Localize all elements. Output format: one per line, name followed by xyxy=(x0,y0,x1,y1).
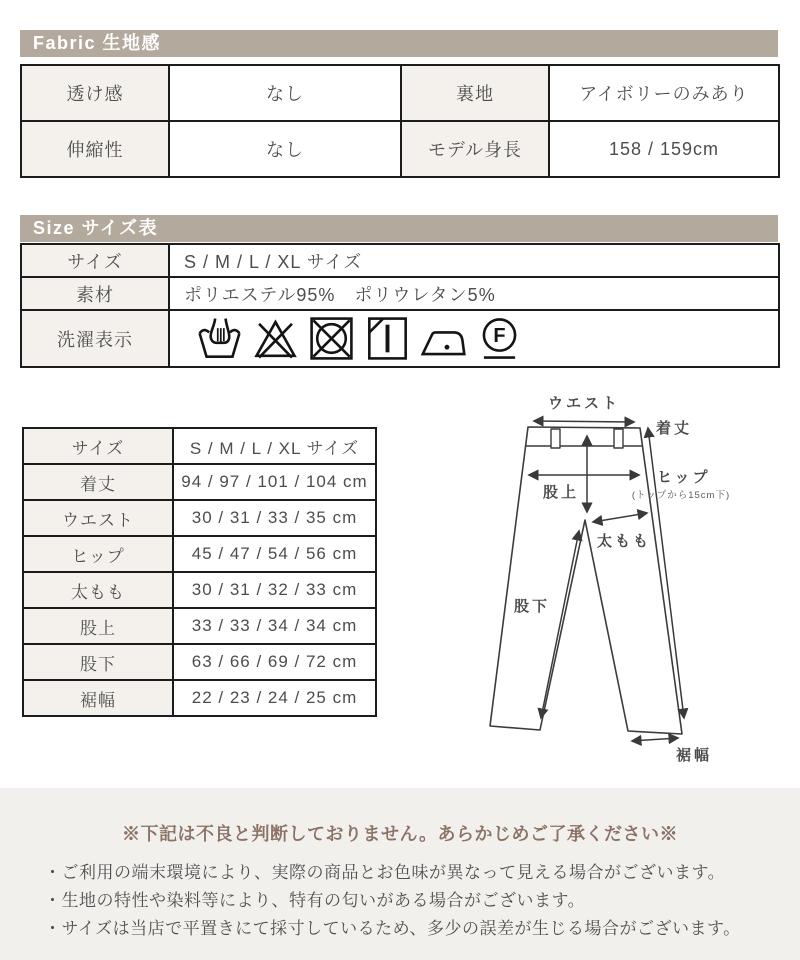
table-row xyxy=(21,310,779,367)
measure-label-hip: ヒップ xyxy=(23,536,173,572)
fabric-value-sheerness: なし xyxy=(169,65,401,121)
do-not-tumble-dry-icon xyxy=(309,316,354,361)
table-row xyxy=(23,644,376,680)
fabric-section-header: Fabric 生地感 xyxy=(20,30,778,57)
table-row xyxy=(23,680,376,716)
measure-value-hem: 22 / 23 / 24 / 25 cm xyxy=(173,680,376,716)
measure-label-rise: 股上 xyxy=(23,608,173,644)
fabric-value-stretch: なし xyxy=(169,121,401,177)
measure-value-inseam: 63 / 66 / 69 / 72 cm xyxy=(173,644,376,680)
spec-label-size: サイズ xyxy=(21,244,169,277)
pants-measurement-diagram xyxy=(428,388,788,773)
table-row xyxy=(21,65,779,121)
measure-value-thigh: 30 / 31 / 32 / 33 cm xyxy=(173,572,376,608)
fabric-value-model-height: 158 / 159cm xyxy=(549,121,779,177)
table-row xyxy=(23,464,376,500)
measure-value-hip: 45 / 47 / 54 / 56 cm xyxy=(173,536,376,572)
size-section-header: Size サイズ表 xyxy=(20,215,778,242)
care-icons-row xyxy=(184,316,778,361)
table-row xyxy=(23,572,376,608)
measure-value-waist: 30 / 31 / 33 / 35 cm xyxy=(173,500,376,536)
fabric-label-stretch: 伸縮性 xyxy=(21,121,169,177)
iron-low-heat-icon xyxy=(421,316,466,361)
measure-value-rise: 33 / 33 / 34 / 34 cm xyxy=(173,608,376,644)
hand-wash-icon xyxy=(197,316,242,361)
notice-headline: ※下記は不良と判断しておりません。あらかじめご了承ください※ xyxy=(121,824,679,844)
svg-text:F: F xyxy=(493,324,506,347)
fabric-label-lining: 裏地 xyxy=(401,65,549,121)
do-not-bleach-icon xyxy=(253,316,298,361)
measure-value-size: S / M / L / XL サイズ xyxy=(173,428,376,464)
diagram-label-waist: ウエスト xyxy=(547,395,621,412)
line-dry-in-shade-icon xyxy=(365,316,410,361)
fabric-table xyxy=(20,64,780,178)
measure-value-length: 94 / 97 / 101 / 104 cm xyxy=(173,464,376,500)
dry-clean-f-icon xyxy=(477,316,522,361)
spec-label-material: 素材 xyxy=(21,277,169,310)
fabric-value-lining: アイボリーのみあり xyxy=(549,65,779,121)
spec-table xyxy=(20,243,780,368)
table-row xyxy=(23,536,376,572)
notice-item-color: ・ご利用の端末環境により、実際の商品とお色味が異なって見える場合がございます。 xyxy=(44,863,726,882)
diagram-label-rise: 股上 xyxy=(542,484,579,501)
table-row xyxy=(21,244,779,277)
table-row xyxy=(23,608,376,644)
spec-value-size: S / M / L / XL サイズ xyxy=(169,244,779,277)
table-row xyxy=(21,277,779,310)
measure-label-length: 着丈 xyxy=(23,464,173,500)
measurement-table xyxy=(22,427,377,717)
table-row xyxy=(23,428,376,464)
notice-item-size-error: ・サイズは当店で平置きにて採寸しているため、多少の誤差が生じる場合がございます。 xyxy=(44,919,741,938)
table-row xyxy=(21,121,779,177)
measure-label-thigh: 太もも xyxy=(23,572,173,608)
diagram-label-inseam: 股下 xyxy=(513,598,551,615)
table-row xyxy=(23,500,376,536)
diagram-label-thigh: 太もも xyxy=(596,533,652,550)
fabric-label-model-height: モデル身長 xyxy=(401,121,549,177)
measure-label-size: サイズ xyxy=(23,428,173,464)
diagram-label-hip-note: (トップから15cm下) xyxy=(631,490,731,501)
measure-label-hem: 裾幅 xyxy=(23,680,173,716)
notice-items xyxy=(44,859,800,943)
fabric-label-sheerness: 透け感 xyxy=(21,65,169,121)
diagram-label-length: 着丈 xyxy=(656,420,693,437)
diagram-label-hip: ヒップ xyxy=(657,469,711,486)
notice-item-smell: ・生地の特性や染料等により、特有の匂いがある場合がございます。 xyxy=(44,891,586,910)
spec-value-material: ポリエステル95% ポリウレタン5% xyxy=(169,277,779,310)
spec-label-care: 洗濯表示 xyxy=(21,310,169,367)
spec-value-care xyxy=(169,310,779,367)
measure-label-waist: ウエスト xyxy=(23,500,173,536)
notice-section xyxy=(0,788,800,960)
diagram-label-hem: 裾幅 xyxy=(675,747,713,764)
measure-label-inseam: 股下 xyxy=(23,644,173,680)
